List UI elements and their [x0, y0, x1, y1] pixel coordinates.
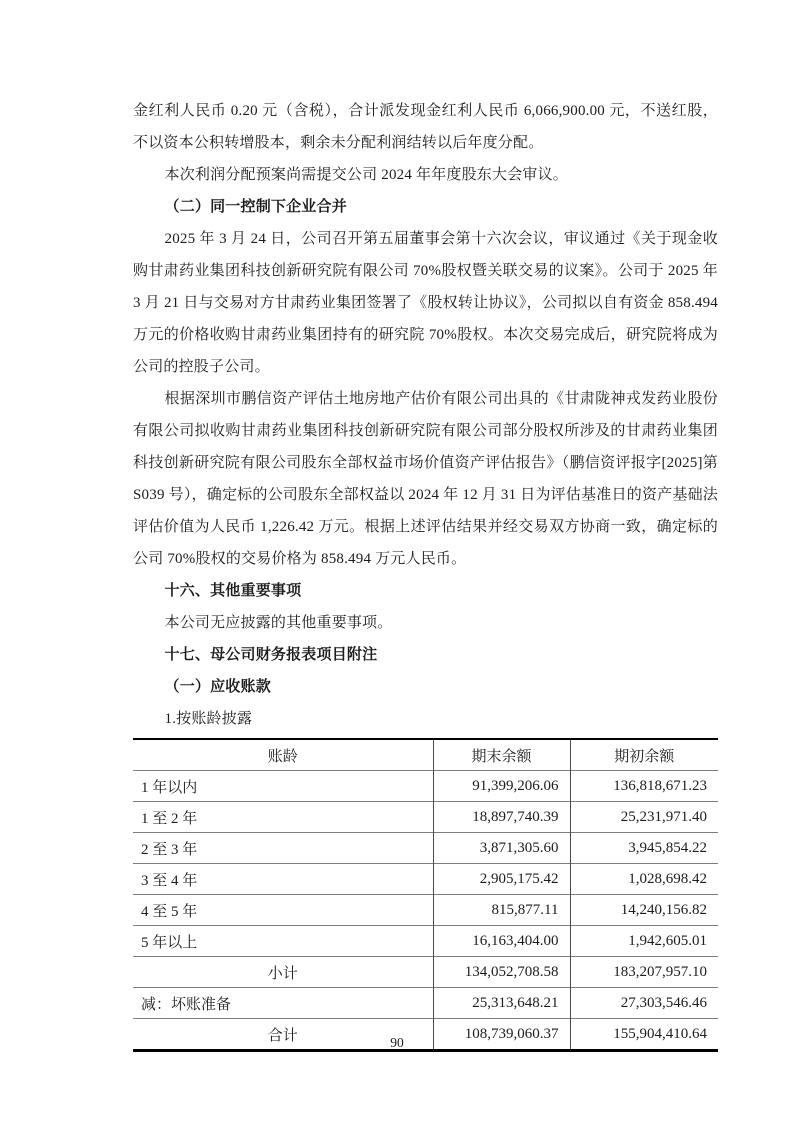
aging-label-cell: 小计	[133, 957, 433, 988]
opening-balance-cell: 136,818,671.23	[570, 771, 718, 802]
opening-balance-cell: 1,942,605.01	[570, 926, 718, 957]
closing-balance-cell: 16,163,404.00	[433, 926, 570, 957]
table-row-aging	[133, 864, 718, 895]
closing-balance-cell: 91,399,206.06	[433, 771, 570, 802]
page-content	[133, 95, 718, 1052]
accounts-receivable-aging-table	[133, 738, 718, 1052]
closing-balance-cell: 108,739,060.37	[433, 1019, 570, 1051]
heading-accounts-receivable: （一）应收账款	[164, 679, 271, 695]
table-row-aging	[133, 895, 718, 926]
closing-balance-cell: 2,905,175.42	[433, 864, 570, 895]
subheading-aging-disclosure: 1.按账龄披露	[164, 711, 253, 727]
opening-balance-cell: 14,240,156.82	[570, 895, 718, 926]
heading-common-control-merger: （二）同一控制下企业合并	[164, 199, 347, 215]
paragraph-asset-valuation: 根据深圳市鹏信资产评估土地房地产估价有限公司出具的《甘肃陇神戎发药业股份有限公司拟收购甘肃药业集团科技创新研究院有限公司部分股权所涉及的甘肃药业集团科技创新研究院有限公司股东全部权益市场价值资产评估报告》（鹏信资评报字[2025]第 S039 号），确定标的公司股东全部权益以 2024 年 12 月 31 日为评估基准日的资产基础法评估价值为人民币 1,226.42 万元。根据上述评估结果并经交易双方协商一致，确定标的公司 70%股权的交易价格为 858.494 万元人民币。	[133, 391, 718, 567]
aging-label-cell: 4 至 5 年	[133, 895, 433, 926]
aging-label-cell: 合计	[133, 1019, 433, 1051]
aging-label-cell: 3 至 4 年	[133, 864, 433, 895]
aging-label-cell: 减：坏账准备	[133, 988, 433, 1019]
page-number: 90	[390, 1035, 404, 1050]
table-row-aging	[133, 988, 718, 1019]
aging-label-cell: 5 年以上	[133, 926, 433, 957]
closing-balance-cell: 815,877.11	[433, 895, 570, 926]
table-row-aging	[133, 833, 718, 864]
closing-balance-cell: 18,897,740.39	[433, 802, 570, 833]
table-row-aging	[133, 926, 718, 957]
opening-balance-cell: 155,904,410.64	[570, 1019, 718, 1051]
heading-section-16-other-important-matters: 十六、其他重要事项	[164, 583, 302, 599]
closing-balance-cell: 134,052,708.58	[433, 957, 570, 988]
opening-balance-cell: 27,303,546.46	[570, 988, 718, 1019]
aging-label-cell: 1 年以内	[133, 771, 433, 802]
column-header-closing-balance: 期末余额	[433, 739, 570, 771]
paragraph-dividend-continuation: 金红利人民币 0.20 元（含税），合计派发现金红利人民币 6,066,900.00 元，不送红股，不以资本公积转增股本，剩余未分配利润结转以后年度分配。	[133, 103, 718, 151]
paragraph-acquisition-resolution: 2025 年 3 月 24 日，公司召开第五届董事会第十六次会议，审议通过《关于现金收购甘肃药业集团科技创新研究院有限公司 70%股权暨关联交易的议案》。公司于 2025 年 3 月 21 日与交易对方甘肃药业集团签署了《股权转让协议》，公司拟以自有资金 858.494 万元的价格收购甘肃药业集团持有的研究院 70%股权。本次交易完成后，研究院将成为公司的控股子公司。	[133, 231, 718, 375]
opening-balance-cell: 3,945,854.22	[570, 833, 718, 864]
table-row-aging	[133, 802, 718, 833]
closing-balance-cell: 25,313,648.21	[433, 988, 570, 1019]
closing-balance-cell: 3,871,305.60	[433, 833, 570, 864]
opening-balance-cell: 1,028,698.42	[570, 864, 718, 895]
table-row-subtotal	[133, 957, 718, 988]
heading-section-17-parent-company-notes: 十七、母公司财务报表项目附注	[164, 647, 378, 663]
column-header-opening-balance: 期初余额	[614, 748, 675, 765]
opening-balance-cell: 25,231,971.40	[570, 802, 718, 833]
aging-label-cell: 1 至 2 年	[133, 802, 433, 833]
paragraph-profit-distribution-plan: 本次利润分配预案尚需提交公司 2024 年年度股东大会审议。	[164, 167, 569, 183]
aging-label-cell: 2 至 3 年	[133, 833, 433, 864]
table-row-aging	[133, 771, 718, 802]
paragraph-no-other-matters: 本公司无应披露的其他重要事项。	[164, 615, 393, 631]
column-header-aging: 账龄	[133, 739, 433, 771]
opening-balance-cell: 183,207,957.10	[570, 957, 718, 988]
table-header-row	[133, 739, 718, 771]
